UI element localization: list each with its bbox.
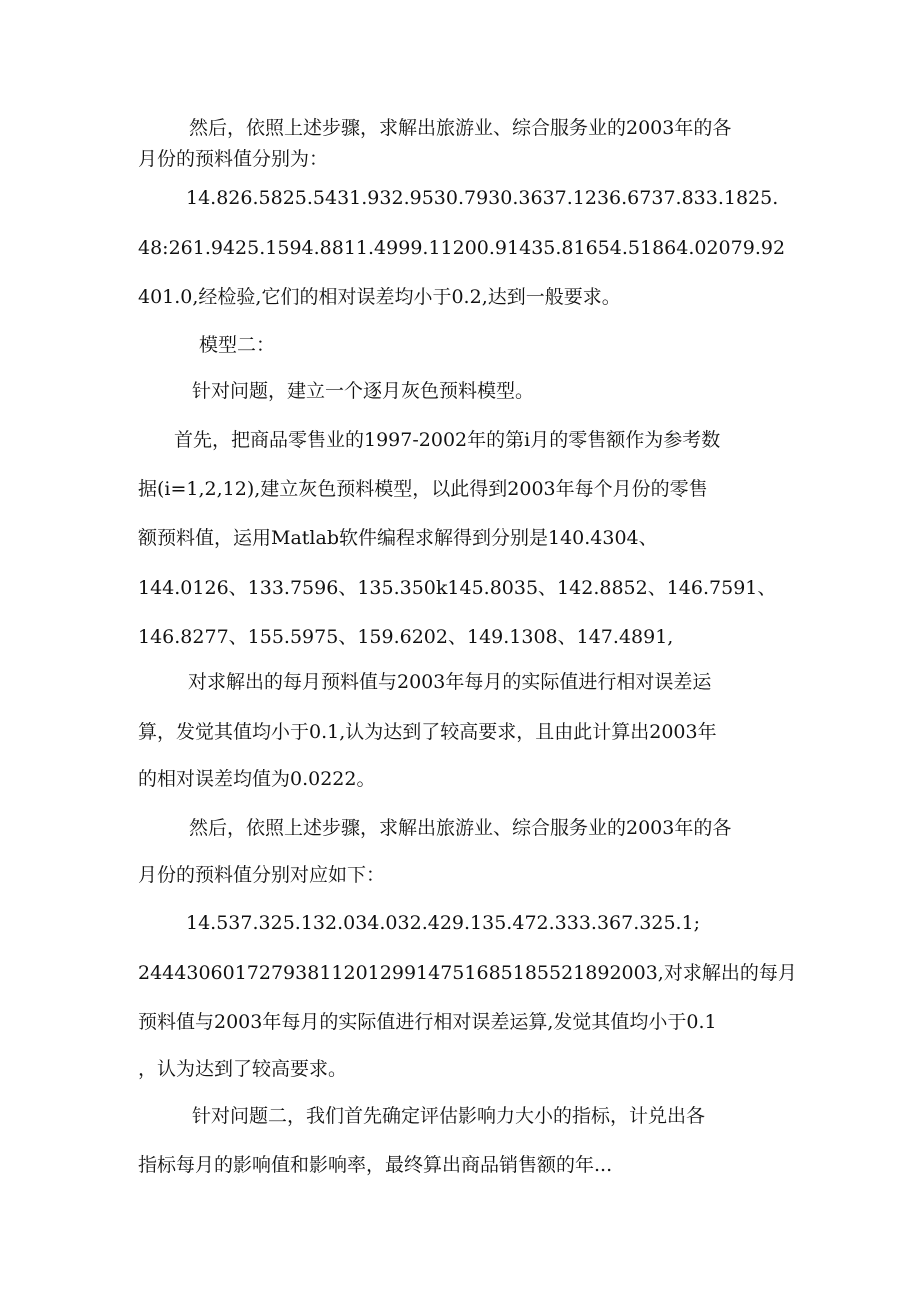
text-line: 针对问题，建立一个逐月灰色预料模型。 [192,380,535,402]
text-line: 146.8277、155.5975、159.6202、149.1308、147.4891, [138,626,674,648]
text-line: ，认为达到了较高要求。 [138,1058,348,1080]
text-line: 对求解出的每月预料值与2003年每月的实际值进行相对误差运 [188,671,712,693]
text-line: 月份的预料值分别为： [138,148,329,170]
text-line: 的相对误差均值为0.0222。 [138,768,376,790]
text-line: 24443060172793811201299147516851855218920​03,对求解出的每月 [138,962,797,984]
text-line: 月份的预料值分别对应如下： [138,864,386,886]
text-line: 14.537.325.132.034.032.429.135.472.333.367.325.1; [186,912,701,934]
text-line: 144.0126、133.7596、135.350k145.8035、142.8852、146.7591、 [138,577,777,599]
text-line: 算，发觉其值均小于0.1,认为达到了较高要求，且由此计算出2003年 [138,721,717,743]
text-line: 针对问题二，我们首先确定评估影响力大小的指标，计兑出各 [192,1105,706,1127]
text-line: 额预料值，运用Matlab软件编程求解得到分别是140.4304、 [138,527,658,549]
text-line: 14.826.5825.5431.932.9530.7930.3637.1236.6737.833.1825. [186,187,779,209]
text-line: 据(i=1,2,12),建立灰色预料模型，以此得到2003年每个月份的零售 [138,478,708,500]
text-line: 指标每月的影响值和影响率，最终算出商品销售额的年... [138,1154,613,1176]
text-line: 401.0,经检验,它们的相对误差均小于0.2,达到一般要求。 [138,286,621,308]
text-line: 然后，依照上述步骤，求解出旅游业、综合服务业的2003年的各 [189,117,732,139]
text-line: 48:261.9425.1594.8811.4999.11200.91435.81654.51864.02079.92 [138,237,786,259]
text-line: 首先，把商品零售业的1997-2002年的第i月的零售额作为参考数 [174,429,721,451]
text-line: 预料值与2003年每月的实际值进行相对误差运算,发觉其值均小于0.1 [138,1011,717,1033]
text-line: 然后，依照上述步骤，求解出旅游业、综合服务业的2003年的各 [189,817,732,839]
section-heading: 模型二： [199,334,276,356]
